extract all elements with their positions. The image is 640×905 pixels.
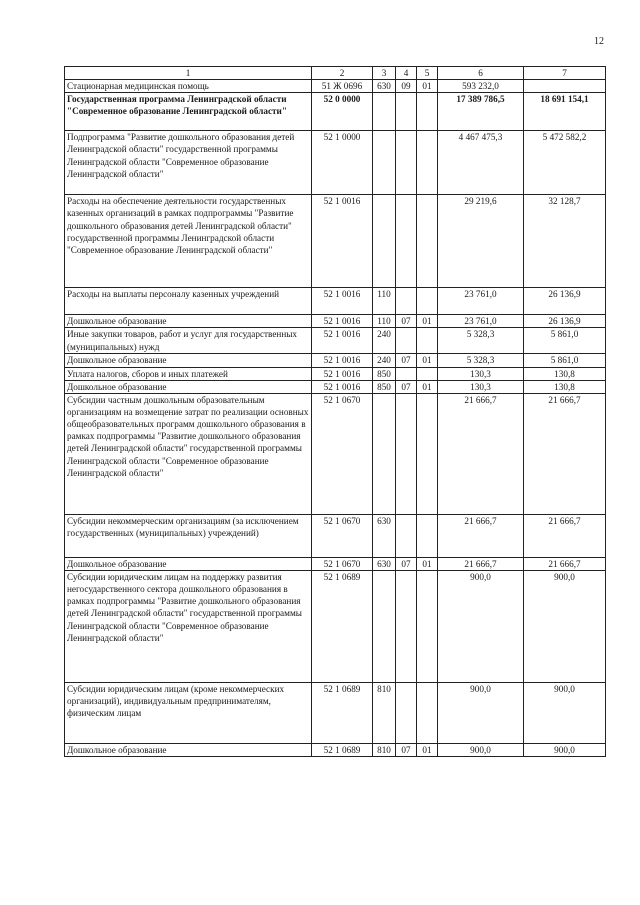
table-row [65,682,606,743]
row-subsection-cell [417,195,438,288]
row-subsection-cell [417,514,438,557]
row-expense-type-cell: 110 [373,288,396,315]
row-subsection-cell: 01 [417,557,438,570]
row-subsection-cell: 01 [417,80,438,93]
row-value-col6-cell: 5 328,3 [438,354,524,367]
column-header: 7 [524,67,606,80]
row-expense-type-cell [373,93,396,131]
row-subsection-cell: 01 [417,743,438,756]
row-subsection-cell [417,570,438,682]
row-subsection-cell [417,93,438,131]
row-code-cell: 52 1 0016 [312,288,373,315]
row-section-cell [396,514,417,557]
row-section-cell: 07 [396,380,417,393]
row-expense-type-cell: 630 [373,514,396,557]
row-value-col7-cell [524,80,606,93]
row-expense-type-cell [373,570,396,682]
row-value-col7-cell: 26 136,9 [524,288,606,315]
table-row [65,80,606,93]
row-subsection-cell [417,682,438,743]
row-value-col6-cell: 21 666,7 [438,557,524,570]
table-row [65,743,606,756]
row-code-cell: 52 1 0016 [312,195,373,288]
row-code-cell: 51 Ж 0696 [312,80,373,93]
row-expense-type-cell: 630 [373,557,396,570]
row-section-cell: 07 [396,557,417,570]
column-header: 4 [396,67,417,80]
row-value-col7-cell: 26 136,9 [524,315,606,328]
row-expense-type-cell: 630 [373,80,396,93]
row-code-cell: 52 1 0000 [312,131,373,195]
row-section-cell: 07 [396,743,417,756]
row-subsection-cell: 01 [417,380,438,393]
row-code-cell: 52 0 0000 [312,93,373,131]
row-expense-type-cell: 110 [373,315,396,328]
row-expense-type-cell: 240 [373,328,396,354]
row-section-cell: 07 [396,315,417,328]
row-value-col6-cell: 593 232,0 [438,80,524,93]
row-value-col6-cell: 21 666,7 [438,393,524,514]
column-header: 1 [65,67,312,80]
header-row [65,67,606,80]
row-name-cell: Субсидии юридическим лицам на поддержку развития негосударственного сектора дошкольного образования в рамках подпрограммы "Развитие дошкольного образования детей Ленинградской области" государственной программы Ленинградской области "Современное образование Ленинградской области" [65,570,312,682]
budget-table [64,66,606,757]
table-row [65,367,606,380]
row-name-cell: Субсидии юридическим лицам (кроме некоммерческих организаций), индивидуальным предпринимателям, физическим лицам [65,682,312,743]
row-section-cell [396,570,417,682]
table-row [65,131,606,195]
row-value-col6-cell: 900,0 [438,682,524,743]
row-subsection-cell [417,131,438,195]
row-expense-type-cell: 850 [373,367,396,380]
row-value-col6-cell: 23 761,0 [438,315,524,328]
row-code-cell: 52 1 0016 [312,354,373,367]
page-number: 12 [594,36,604,47]
table-row [65,354,606,367]
row-code-cell: 52 1 0670 [312,393,373,514]
row-name-cell: Субсидии частным дошкольным образовательным организациям на возмещение затрат по реализации основных общеобразовательных программ дошкольного образования в рамках подпрограммы "Развитие дошкольного образования детей Ленинградской области" государственной программы Ленинградской области "Современное образование Ленинградской области" [65,393,312,514]
row-expense-type-cell: 810 [373,682,396,743]
row-value-col6-cell: 130,3 [438,380,524,393]
row-value-col6-cell: 21 666,7 [438,514,524,557]
row-value-col7-cell: 900,0 [524,743,606,756]
row-value-col7-cell: 130,8 [524,367,606,380]
row-subsection-cell [417,288,438,315]
row-name-cell: Дошкольное образование [65,354,312,367]
row-name-cell: Дошкольное образование [65,557,312,570]
table-row [65,393,606,514]
table-row [65,288,606,315]
row-name-cell: Дошкольное образование [65,380,312,393]
row-value-col7-cell: 130,8 [524,380,606,393]
row-section-cell: 09 [396,80,417,93]
row-subsection-cell [417,328,438,354]
row-section-cell [396,682,417,743]
row-code-cell: 52 1 0016 [312,380,373,393]
table-row [65,315,606,328]
row-name-cell: Дошкольное образование [65,743,312,756]
row-value-col6-cell: 4 467 475,3 [438,131,524,195]
row-name-cell: Расходы на обеспечение деятельности государственных казенных организаций в рамках подпрограммы "Развитие дошкольного образования детей Ленинградской области" государственной программы Ленинградской области "Современное образование Ленинградской области" [65,195,312,288]
row-name-cell: Государственная программа Ленинградской области "Современное образование Ленинградской области" [65,93,312,131]
row-code-cell: 52 1 0016 [312,315,373,328]
row-name-cell: Уплата налогов, сборов и иных платежей [65,367,312,380]
row-subsection-cell: 01 [417,354,438,367]
row-section-cell [396,288,417,315]
table-row [65,380,606,393]
row-value-col7-cell: 21 666,7 [524,557,606,570]
row-value-col7-cell: 21 666,7 [524,393,606,514]
row-section-cell [396,328,417,354]
column-header: 6 [438,67,524,80]
row-expense-type-cell: 850 [373,380,396,393]
row-expense-type-cell: 810 [373,743,396,756]
row-name-cell: Стационарная медицинская помощь [65,80,312,93]
row-value-col7-cell: 21 666,7 [524,514,606,557]
row-section-cell [396,93,417,131]
table-row [65,93,606,131]
row-section-cell [396,393,417,514]
row-value-col7-cell: 5 861,0 [524,354,606,367]
row-value-col6-cell: 17 389 786,5 [438,93,524,131]
column-header: 5 [417,67,438,80]
row-name-cell: Подпрограмма "Развитие дошкольного образования детей Ленинградской области" государственной программы Ленинградской области "Современное образование Ленинградской области" [65,131,312,195]
row-name-cell: Субсидии некоммерческим организациям (за исключением государственных (муниципальных) учреждений) [65,514,312,557]
row-subsection-cell: 01 [417,315,438,328]
row-value-col6-cell: 23 761,0 [438,288,524,315]
table-row [65,514,606,557]
column-header: 3 [373,67,396,80]
row-section-cell [396,367,417,380]
row-code-cell: 52 1 0689 [312,682,373,743]
row-code-cell: 52 1 0689 [312,570,373,682]
row-value-col6-cell: 130,3 [438,367,524,380]
column-header: 2 [312,67,373,80]
row-expense-type-cell [373,131,396,195]
row-value-col7-cell: 5 472 582,2 [524,131,606,195]
row-value-col7-cell: 900,0 [524,682,606,743]
row-name-cell: Иные закупки товаров, работ и услуг для государственных (муниципальных) нужд [65,328,312,354]
row-section-cell: 07 [396,354,417,367]
row-section-cell [396,131,417,195]
row-name-cell: Расходы на выплаты персоналу казенных учреждений [65,288,312,315]
row-value-col6-cell: 5 328,3 [438,328,524,354]
row-code-cell: 52 1 0689 [312,743,373,756]
table-row [65,328,606,354]
row-value-col7-cell: 5 861,0 [524,328,606,354]
row-expense-type-cell [373,195,396,288]
row-subsection-cell [417,393,438,514]
row-name-cell: Дошкольное образование [65,315,312,328]
row-value-col7-cell: 900,0 [524,570,606,682]
row-value-col7-cell: 32 128,7 [524,195,606,288]
row-code-cell: 52 1 0016 [312,367,373,380]
row-value-col6-cell: 29 219,6 [438,195,524,288]
row-value-col6-cell: 900,0 [438,743,524,756]
table-row [65,195,606,288]
row-subsection-cell [417,367,438,380]
row-section-cell [396,195,417,288]
row-value-col6-cell: 900,0 [438,570,524,682]
row-code-cell: 52 1 0670 [312,557,373,570]
row-code-cell: 52 1 0016 [312,328,373,354]
table-row [65,570,606,682]
row-value-col7-cell: 18 691 154,1 [524,93,606,131]
row-expense-type-cell [373,393,396,514]
row-expense-type-cell: 240 [373,354,396,367]
row-code-cell: 52 1 0670 [312,514,373,557]
table-row [65,557,606,570]
